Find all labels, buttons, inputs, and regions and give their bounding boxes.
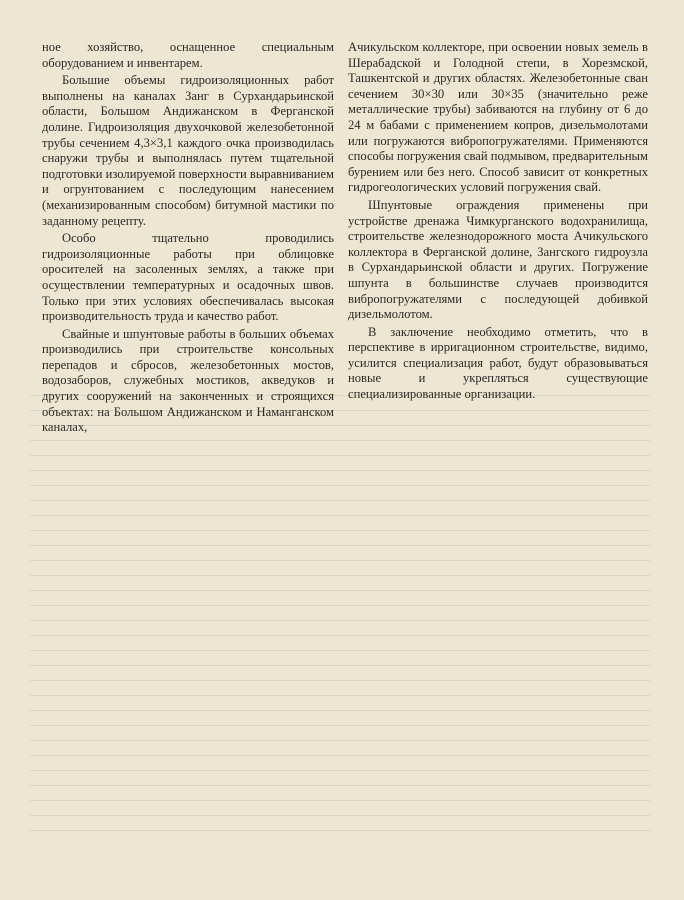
paragraph: Шпунтовые ограждения применены при устройстве дренажа Чимкурганского водохранилища, строительстве железнодорожного моста Ачикульского коллектора в Ферганской долине, Зангского гидроузла в Сурхандарьинской области и других. Погружение шпунта в большинстве случаев производится вибропогружателями с последующей добивкой дизельмолотом.: [348, 197, 648, 322]
paragraph: Большие объемы гидроизоляционных работ выполнены на каналах Занг в Сурхандарьинской области, Большом Андижанском в Ферганской долине. Гидроизоляция двухочковой железобетонной трубы сечением 4,3×3,1 каждого очка производилась снаружи трубы и выполнялась путем тщательной подготовки изолируемой поверхности выравниванием и огрунтованием с последующим нанесением (механизированным способом) битумной мастики по заданному рецепту.: [42, 73, 335, 228]
paragraph: В заключение необходимо отметить, что в перспективе в ирригационном строительстве, видимо, усилится специализация работ, будут образовываться новые и укрепляться существующие специализированные организации.: [348, 324, 648, 402]
left-column: [42, 40, 334, 436]
paragraph: Особо тщательно проводились гидроизоляционные работы при облицовке оросителей на засоленных землях, а также при осуществлении температурных и осадочных швов. Только при этих условиях обеспечивалась высокая производительность труда и качество работ.: [42, 231, 334, 324]
paragraph: Свайные и шпунтовые работы в больших объемах производились при строительстве консольных перепадов и сбросов, железобетонных мостов, водозаборов, служебных мостиков, акведуков и других сооружений на законченных и строящихся объектах: на Большом Андижанском и Наманганском каналах,: [42, 326, 334, 435]
right-column: [348, 40, 648, 403]
show-through-texture: [30, 395, 650, 865]
paragraph: ное хозяйство, оснащенное специальным оборудованием и инвентарем.: [42, 40, 334, 70]
paragraph: Ачикульском коллекторе, при освоении новых земель в Шерабадской и Голодной степи, в Хорезмской, Ташкентской и других областях. Железобетонные сван сечением 30×30 или 30×35 (значительно реже металлические трубы) забиваются на глубину от 6 до 24 м бабами с применением копров, дизельмолотами или погружаются вибропогружателями. Применяются способы погружения свай подмывом, предварительным бурением или без него. Способ зависит от конкретных гидрогеологических условий погружения свай.: [348, 40, 648, 195]
